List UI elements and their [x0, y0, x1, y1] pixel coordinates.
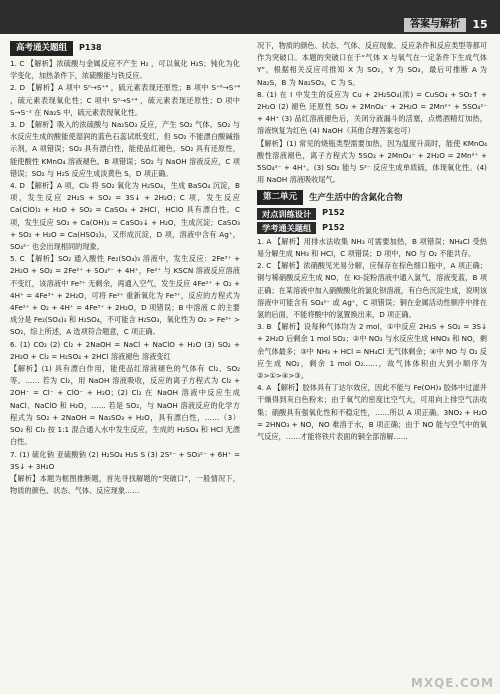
answer-paragraph: 【解析】(1) 常见的烧瓶类型需要加热，因为温度升高时，能使 KMnO₄ 酸性溶液褪色，离子方程式为 5SO₂ + 2MnO₄⁻ + 2H₂O = 2Mn²⁺ + 5SO₄²⁻ + 4H⁺。(3) SO₂ 能与 S²⁻ 反应生成单质硫，体现氧化性。(4) 用 NaOH 溶液吸收尾气。 — [257, 138, 487, 185]
answer-paragraph: 1. A 【解析】用排水法收集 NH₃ 可需要加热，B 项错误；NH₄Cl 受热易分解生成 NH₃ 和 HCl，C 项错误；D 项中，NO 与 O₂ 不能共存。 — [257, 236, 487, 259]
answer-paragraph: 2. C 【解析】浓硝酸见光易分解，应保存在棕色细口瓶中，A 项正确；铜与稀硝酸反应生成 NO，在 KI-淀粉溶液中通入氯气，溶液变蓝，B 项正确；在某溶液中加入硝酸酸化的氯化钡溶液，有白色沉淀生成，说明该溶液中可能含有 SO₄²⁻ 或 Ag⁺，C 项错误；铜在金属活动性顺序中排在氢的后面，不能将酸中的氢置换出来，D 项正确。 — [257, 261, 488, 320]
subsection-page-ref: P152 — [322, 208, 345, 218]
unit-label: 第二单元 — [257, 190, 303, 205]
subsection-label: 对点训练设计 — [257, 208, 316, 220]
answer-paragraph: 3. B 【解析】设每种气体均为 2 mol，①中反应 2H₂S + SO₂ = 3S↓ + 2H₂O 后剩余 1 mol SO₂；②中 NO₂ 与水反应生成 HNO₃ 和 NO，剩余气体最多；③中 NH₃ + HCl = NH₄Cl 无气体剩余；④中 NO 与 O₂ 反应生成 NO₂，剩余 1 mol O₂……，故气体体积由大到小顺序为 ②>①>④>③。 — [257, 322, 487, 381]
answer-paragraph: 4. D 【解析】A 项，Cl₂ 将 SO₂ 氧化为 H₂SO₄，生成 BaSO₄ 沉淀，B 项，发生反应 2H₂S + SO₂ = 3S↓ + 2H₂O；C 项，发生反应 Ca(ClO)₂ + H₂O + SO₂ = CaSO₄ + 2HCl，HClO 具有漂白性，C 项，发生反应 SO₂ + Ca(OH)₂ = CaSO₃↓ + H₂O，生成沉淀；CaSO₃ + SO₂ + H₂O = Ca(HSO₃)₂，又形成沉淀，D 项，溶液中含有 Ag⁺，SO₄²⁻ 也会出现相同的现象。 — [10, 181, 240, 252]
answer-paragraph: 2. D 【解析】A 项中 S⁰→S⁺⁴ ，硫元素表现还原性；B 项中 S⁺⁶→S⁺⁴ ，硫元素表现氧化性；C 项中 S⁰→S⁺⁴ ，硫元素表现还原性；D 项中 S→S⁻² 在 Na₂S 中，硫元素表现氧化性。 — [10, 83, 240, 117]
subsection-heading — [257, 222, 487, 234]
header-tag: 答案与解析 — [404, 18, 466, 32]
answer-paragraph: 况下，物质的颜色、状态、气体、反应现象、反应条件和反应类型等都可作为突破口。本题的突破口在于“气体 X 与氧气在一定条件下生成气体 Y”，根据相关反应可推知 X 为 SO₂，Y 为 SO₃，最后可推断 A 为 Na₂S，B 为 Na₂SO₃，C 为 S。 — [257, 41, 488, 87]
answer-paragraph: 1. C 【解析】浓硫酸与金属反应不产生 H₂ ，可以氧化 H₂S；钝化为化学变化，加热条件下，浓硫酸能与铁反应。 — [10, 59, 240, 81]
subsection-label: 学考通关题组 — [257, 222, 316, 234]
page-header — [0, 0, 500, 34]
page-number: 15 — [472, 18, 488, 31]
right-column — [257, 40, 487, 443]
unit-heading — [257, 190, 487, 205]
left-column — [10, 40, 240, 497]
answer-paragraph: 【解析】本题为框图推断题，首先寻找解题的“突破口”，一般情况下，物质的颜色、状态、气体、反应现象…… — [10, 473, 240, 496]
subsection-page-ref: P152 — [322, 222, 345, 232]
answer-paragraph: 6. (1) CO₂ (2) Cl₂ + 2NaOH = NaCl + NaClO + H₂O (3) SO₂ + 2H₂O + Cl₂ = H₂SO₄ + 2HCl 溶液褪色 溶液变红 — [10, 339, 240, 361]
answer-paragraph: 3. D 【解析】吸入的浓硫酸与 Na₂SO₃ 反应，产生 SO₂ 气体。SO₂ 与水反应生成的酸能使湿润的蓝色石蕊试纸变红，但 SO₂ 不能漂白酸碱指示剂，A 项错误；SO₂ 具有漂白性，能使品红褪色，SO₂ 具有还原性，能使酸性 KMnO₄ 溶液褪色，B 项错误；SO₂ 与 NaOH 溶液反应，C 项错误；SO₂ 与 H₂S 反应生成淡黄色 S，D 项正确。 — [10, 120, 240, 178]
answer-paragraph: 4. A 【解析】胶体具有丁达尔效应，因此不能与 Fe(OH)₃ 胶体中过滤并干燥得到灰白色粉末；由于氧气的密度比空气大，可用向上排空气法收集；硝酸具有强氧化性和不稳定性，……所以 A 项正确。3NO₂ + H₂O = 2HNO₃ + NO，NO 难溶于水，B 项正确；由于 NO 能与空气中的氧气反应，……才能将铁片表面的铜全部溶解…… — [257, 383, 487, 442]
subsection-heading — [257, 207, 487, 219]
answer-paragraph: 8. (1) 在 Ⅰ 中发生的反应为 Cu + 2H₂SO₄(浓) = CuSO₄ + SO₂↑ + 2H₂O (2) 褪色 还原性 SO₂ + 2MnO₄⁻ + 2H₂O = 2Mn²⁺ + 5SO₄²⁻ + 4H⁺ (3) 品红溶液褪色后，关闭分液漏斗的活塞，点燃酒精灯加热，溶液恢复为红色 (4) NaOH（其他合理答案也可） — [257, 89, 487, 136]
watermark: MXQE.COM — [410, 676, 494, 690]
answer-paragraph: 5. C 【解析】SO₂ 通入酸性 Fe₂(SO₄)₃ 溶液中，发生反应：2Fe³⁺ + 2H₂O + SO₂ = 2Fe²⁺ + SO₄²⁻ + 4H⁺，Fe²⁺ 与 KSCN 溶液反应溶液不变红，该溶液中 Fe³⁺ 无剩余，再通入空气，发生反应 4Fe²⁺ + O₂ + 4H⁺ = 4Fe³⁺ + 2H₂O，可将 Fe²⁺ 重新氧化为 Fe³⁺，反应的方程式为 4Fe²⁺ + O₂ + 4H⁺ = 4Fe³⁺ + 2H₂O，D 项错误；B 中溶液 C 的主要成分是 Fe₂(SO₄)₃ 和 H₂SO₄，不可能含 H₂SO₃，氧化性为 O₂ > Fe³⁺ > SO₂，综上所述，A 选项符合题意，C 项正确。 — [10, 254, 240, 337]
unit-title: 生产生活中的含氮化合物 — [309, 192, 403, 203]
section-page-ref: P138 — [79, 42, 102, 52]
section-heading — [10, 40, 240, 56]
answer-paragraph: 7. (1) 硫化钠 亚硫酸钠 (2) H₂SO₄ H₂S S (3) 2S²⁻ + SO₃²⁻ + 6H⁺ = 3S↓ + 3H₂O — [10, 449, 240, 471]
answer-paragraph: 【解析】(1) 具有漂白作用，能使品红溶液褪色的气体有 Cl₂、SO₂ 等。…… 若为 Cl₂，用 NaOH 溶液吸收，反应的离子方程式为 Cl₂ + 2OH⁻ = Cl⁻ + ClO⁻ + H₂O；(2) Cl₂ 在 NaOH 溶液中反应生成 NaCl、NaClO 和 H₂O，…… 若是 SO₂，与 NaOH 溶液反应的化学方程式为 SO₂ + 2NaOH = Na₂SO₃ + H₂O，具有漂白性，……（3）SO₂ 和 Cl₂ 按 1:1 混合通入水中发生反应，生成的 H₂SO₄ 和 HCl 无漂白性。 — [10, 364, 240, 447]
section-label: 高考通关题组 — [10, 41, 73, 56]
